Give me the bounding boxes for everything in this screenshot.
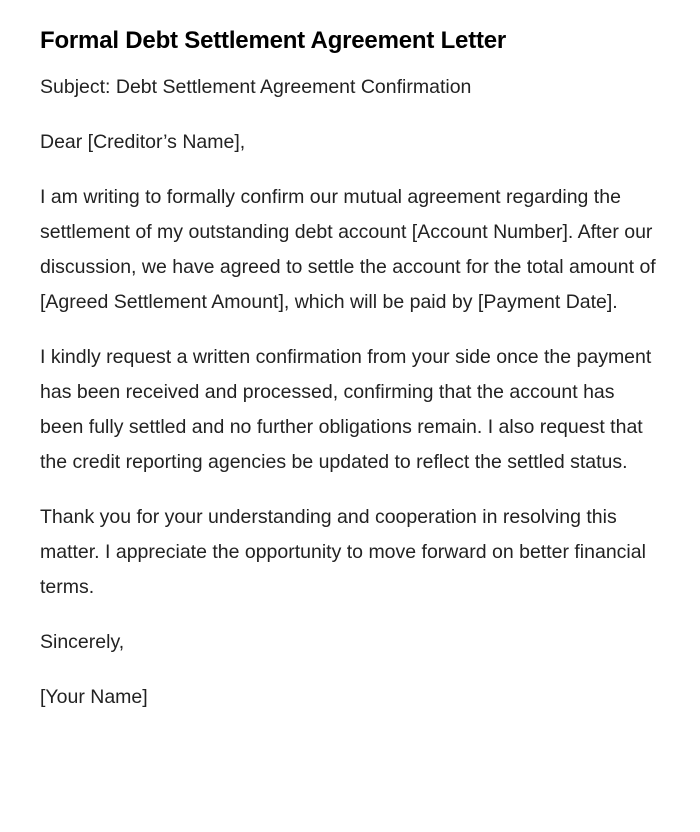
body-paragraph-3: Thank you for your understanding and cooperation in resolving this matter. I appreciate the opportunity to move forward on better financial terms. xyxy=(40,506,646,598)
body-paragraph-2: I kindly request a written confirmation from your side once the payment has been received and processed, confirming that the account has been fully settled and no further obligations remain. I also request that the credit reporting agencies be updated to reflect the settled status. xyxy=(40,346,652,473)
letter-subject: Subject: Debt Settlement Agreement Confirmation xyxy=(40,76,472,98)
body-paragraph-1: I am writing to formally confirm our mutual agreement regarding the settlement of my outstanding debt account [Account Number]. After our discussion, we have agreed to settle the account for the total amount of [Agreed Settlement Amount], which will be paid by [Payment Date]. xyxy=(40,186,656,313)
letter-signature: [Your Name] xyxy=(40,686,148,708)
letter-title: Formal Debt Settlement Agreement Letter xyxy=(40,27,507,54)
letter-salutation: Dear [Creditor’s Name], xyxy=(40,131,246,153)
letter-closing: Sincerely, xyxy=(40,631,125,653)
